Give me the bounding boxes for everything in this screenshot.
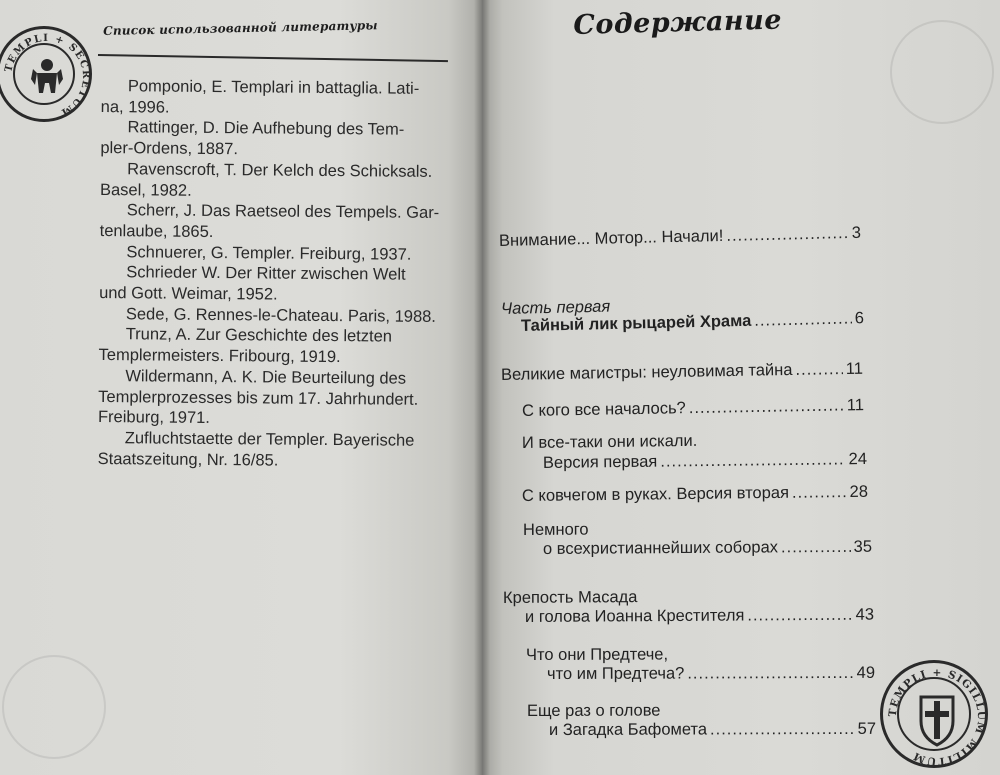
toc-entry-section-5: что им Предтеча? ..... 49 bbox=[547, 664, 875, 684]
toc-leader-dots bbox=[795, 360, 843, 380]
toc-entry-section-1: С кого все началось? ..... 11 bbox=[522, 396, 864, 421]
toc-leader-dots bbox=[726, 224, 849, 246]
bibliography-entry: Trunz, A. Zur Geschichte des letzten Templermeisters. Fribourg, 1919. bbox=[98, 325, 393, 367]
toc-entry-section-6: и Загадка Бафомета ..... 57 bbox=[549, 720, 876, 740]
templar-seal-right bbox=[880, 660, 988, 768]
toc-leader-dots bbox=[792, 483, 847, 503]
svg-text:TEMPLI + SECRETUM: TEMPLI + SECRETUM bbox=[3, 32, 92, 119]
toc-entry-section-6-line1: Еще раз о голове bbox=[526, 701, 661, 720]
toc-entry-section-3: С ковчегом в руках. Версия вторая ..... 28 bbox=[522, 483, 868, 506]
toc-entry-section-4-line1: Немного bbox=[522, 520, 589, 539]
svg-text:TEMPLI + SIGILLUM MILITUM: TEMPLI + SIGILLUM MILITUM bbox=[886, 666, 988, 768]
toc-entry-section-4: о всехристианнейших соборах ..... 35 bbox=[543, 538, 872, 559]
toc-leader-dots bbox=[781, 538, 851, 557]
toc-leader-dots bbox=[754, 309, 852, 330]
toc-entry-section-2: Версия первая ..... 24 bbox=[543, 450, 867, 473]
bibliography-entry: Rattinger, D. Die Aufhebung des Tem- pler-Ordens, 1887. bbox=[100, 118, 405, 159]
toc-part-label: Часть первая bbox=[500, 297, 611, 318]
contents-title: Содержание bbox=[573, 4, 783, 41]
bibliography-entry: Zufluchtstaette der Templer. Bayerische Staatszeitung, Nr. 16/85. bbox=[97, 429, 415, 470]
toc-entry-part-title: Тайный лик рыцарей Храма ..... 6 bbox=[521, 309, 864, 336]
bibliography-entry: Pomponio, E. Templari in battaglia. Lati- na, 1996. bbox=[100, 77, 420, 117]
bibliography-entry: Wildermann, A. K. Die Beurteilung des Templerprozesses bis zum 17. Jahrhundert. Freiburg, 1971. bbox=[97, 367, 419, 428]
toc-leader-dots bbox=[747, 606, 852, 626]
bibliography-entry: Schnuerer, G. Templer. Freiburg, 1937. bbox=[126, 242, 412, 264]
toc-entry-section-2-line1: И все-таки они искали. bbox=[521, 431, 698, 452]
toc-entry-intro: Внимание... Мотор... Начали! ..... 3 bbox=[499, 224, 861, 251]
toc-leader-dots bbox=[687, 664, 853, 684]
bibliography-entry: Schrieder W. Der Ritter zwischen Welt und Gott. Weimar, 1952. bbox=[99, 263, 406, 304]
seal-inner-ring bbox=[897, 677, 971, 751]
toc-leader-dots bbox=[660, 450, 846, 471]
toc-leader-dots bbox=[710, 720, 855, 740]
toc-entry-section-5-line1: Что они Предтече, bbox=[525, 645, 669, 664]
bibliography-entry: Ravenscroft, T. Der Kelch des Schicksals. Basel, 1982. bbox=[99, 160, 433, 200]
bibliography-entry: Sede, G. Rennes-le-Chateau. Paris, 1988. bbox=[125, 304, 437, 326]
toc-entry-chapter-1: Великие магистры: неуловимая тайна ..... 11 bbox=[501, 360, 863, 385]
toc-entry-chapter-2-line1: Крепость Масада bbox=[502, 588, 638, 607]
toc-leader-dots bbox=[689, 396, 844, 418]
running-head: Список использованной литературы bbox=[103, 18, 378, 38]
toc-entry-chapter-2: и голова Иоанна Крестителя ..... 43 bbox=[525, 606, 874, 627]
bibliography-entry: Scherr, J. Das Raetseol des Tempels. Gar- tenlaube, 1865. bbox=[99, 201, 440, 241]
